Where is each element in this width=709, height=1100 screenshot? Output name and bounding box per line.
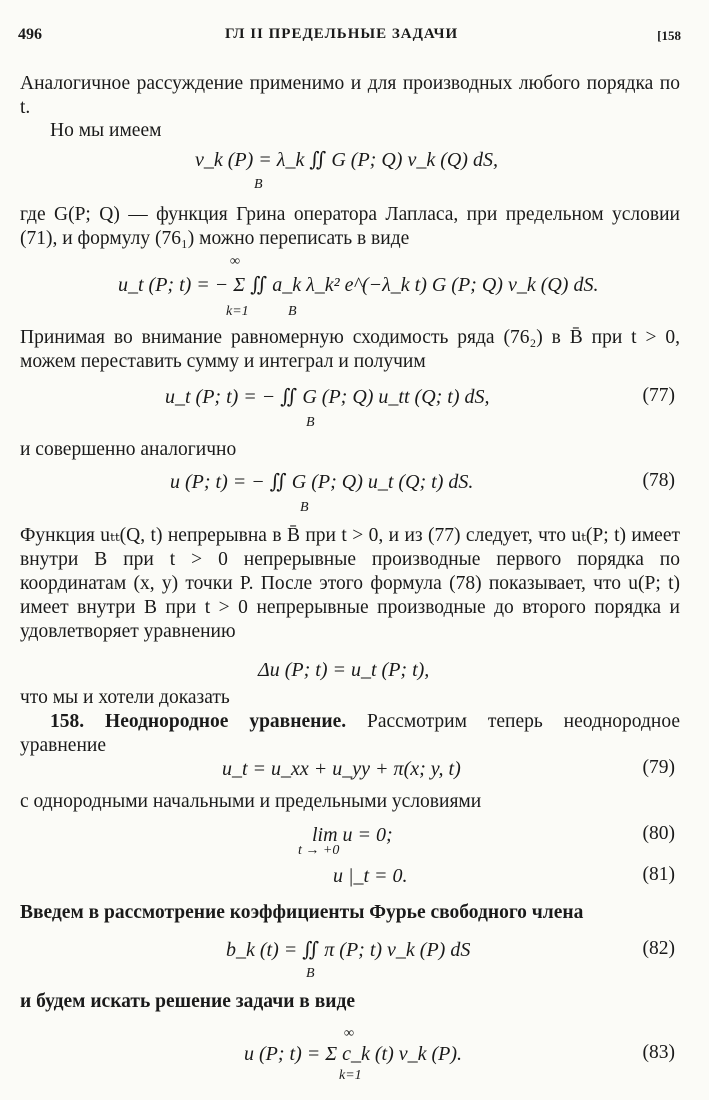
equation-number-77: (77)	[642, 385, 675, 406]
domain-label: B	[254, 177, 263, 192]
equation-81: u |_t = 0.	[333, 865, 408, 887]
page-number: 496	[18, 26, 42, 43]
paragraph: и совершенно аналогично	[20, 439, 237, 460]
section-title: 158. Неоднородное уравнение.	[50, 711, 347, 732]
equation-number-81: (81)	[642, 864, 675, 885]
paragraph: что мы и хотели доказать	[20, 687, 230, 708]
domain-label: B	[306, 415, 315, 430]
equation-78: u (P; t) = − ∬ G (P; Q) u_t (Q; t) dS.	[170, 471, 474, 493]
equation-ut-series: u_t (P; t) = − Σ ∬ a_k λ_k² e^(−λ_k t) G (P; Q) v_k (Q) dS.	[118, 274, 599, 296]
paragraph: где G(P; Q) — функция Грина оператора Лапласа, при предельном условии (71), и формулу (76₁) можно переписать в виде	[20, 204, 680, 249]
section-paragraph	[20, 710, 680, 758]
paragraph: Функция uₜₜ(Q, t) непрерывна в B̄ при t > 0, и из (77) следует, что uₜ(P; t) имеет внутри B при t > 0 непрерывные производные первого порядка по координатам (x, y) точки P. После этого формула (78) показывает, что u(P; t) имеет внутри B при t > 0 непрерывные производные до второго порядка и удовлетворяет уравнению	[20, 525, 680, 642]
equation-number-79: (79)	[642, 757, 675, 778]
sum-lower-limit: k=1	[226, 304, 249, 319]
section-text: Рассмотрим теперь неоднородное уравнение	[20, 711, 680, 756]
equation-laplace: Δu (P; t) = u_t (P; t),	[258, 659, 430, 681]
equation-80: lim u = 0;	[312, 824, 393, 846]
paragraph: Но мы имеем	[50, 120, 162, 141]
equation-number-78: (78)	[642, 470, 675, 491]
equation-number-83: (83)	[642, 1042, 675, 1063]
equation-vk: v_k (P) = λ_k ∬ G (P; Q) v_k (Q) dS,	[195, 149, 498, 171]
sum-upper-limit: ∞	[230, 254, 240, 269]
limit-subscript: t → +0	[298, 843, 340, 858]
equation-77: u_t (P; t) = − ∬ G (P; Q) u_tt (Q; t) dS,	[165, 386, 490, 408]
paragraph: и будем искать решение задачи в виде	[20, 991, 355, 1012]
section-ref: [158	[657, 28, 681, 43]
running-title: ГЛ II ПРЕДЕЛЬНЫЕ ЗАДАЧИ	[225, 26, 459, 42]
equation-83: u (P; t) = Σ c_k (t) v_k (P).	[244, 1043, 463, 1065]
paragraph: Принимая во внимание равномерную сходимость ряда (76₂) в B̄ при t > 0, можем переставить сумму и интеграл и получим	[20, 327, 680, 372]
sum-upper-limit: ∞	[344, 1026, 354, 1041]
paragraph: Введем в рассмотрение коэффициенты Фурье свободного члена	[20, 902, 584, 923]
sum-lower-limit: k=1	[339, 1068, 362, 1083]
equation-number-82: (82)	[642, 938, 675, 959]
equation-82: b_k (t) = ∬ π (P; t) v_k (P) dS	[226, 939, 471, 961]
domain-label: B	[306, 966, 315, 981]
domain-label: B	[300, 500, 309, 515]
paragraph: Аналогичное рассуждение применимо и для производных любого порядка по t.	[20, 73, 680, 118]
equation-number-80: (80)	[642, 823, 675, 844]
equation-79: u_t = u_xx + u_yy + π(x; y, t)	[222, 758, 461, 780]
paragraph: с однородными начальными и предельными условиями	[20, 791, 482, 812]
domain-label: B	[288, 304, 297, 319]
